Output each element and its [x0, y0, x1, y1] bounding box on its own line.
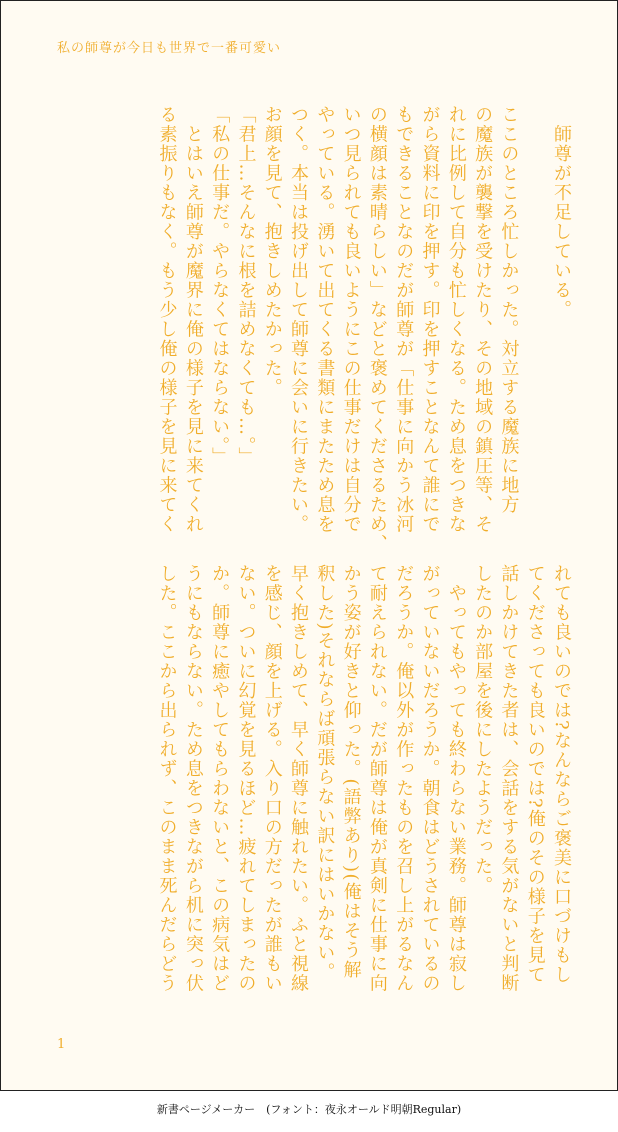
- text-column: 師尊が不足している。: [551, 105, 572, 320]
- text-column: れに比例して自分も忙しくなる。ため息をつきな: [445, 105, 467, 534]
- text-column: もできることなのだが師尊が「仕事に向かう冰河: [393, 105, 415, 534]
- text-block-bottom: [153, 564, 574, 993]
- text-column: とはいえ師尊が魔界に俺の様子を見に来てくれ: [182, 105, 204, 534]
- text-column: したのか部屋を後にしたようだった。: [472, 564, 494, 896]
- text-column: ここのところ忙しかった。対立する魔族に地方: [498, 105, 520, 515]
- text-column: がら資料に印を押す。印を押すことなんて誰にで: [419, 105, 441, 534]
- text-column: やっている。湧いて出てくる書類にまたため息を: [314, 105, 336, 534]
- text-column: だろうか。俺以外が作ったものを召し上がるなん: [393, 564, 415, 993]
- page-number: 1: [57, 1037, 66, 1052]
- text-column: れても良いのでは?なんならご褒美に口づけもし: [551, 564, 572, 985]
- text-column: がっていないだろうか。朝食はどうされているの: [419, 564, 441, 993]
- text-column: つく。本当は投げ出して師尊に会いに行きたい。: [288, 105, 310, 534]
- text-column: の魔族が襲撃を受けたり、その地域の鎮圧等、そ: [472, 105, 494, 534]
- text-column: お顔を見て、抱きしめたかった。: [261, 105, 283, 398]
- text-column: 「私の仕事だ。やらなくてはならない。」: [209, 105, 231, 467]
- text-column: うにもならない。ため息をつきながら机に突っ伏: [182, 564, 204, 993]
- text-column: か。師尊に癒やしてもらわないと、この病気はど: [209, 564, 231, 993]
- text-column: やってもやっても終わらない業務。師尊は寂し: [445, 564, 467, 993]
- text-column: [521, 105, 547, 525]
- text-column: した。ここから出られず、このまま死んだらどう: [156, 564, 178, 993]
- text-column: かう姿が好きと仰った。(語弊あり)(俺はそう解: [340, 564, 362, 980]
- text-column: てくださっても良いのでは?俺のその様子を見て: [524, 564, 546, 985]
- text-column: て耐えられない。だが師尊は俺が真剣に仕事に向: [366, 564, 388, 993]
- text-column: ない。ついに幻覚を見るほど…疲れてしまったの: [235, 564, 257, 993]
- text-block-top: [153, 105, 574, 554]
- footer-caption: 新書ページメーカー (フォント：夜永オールド明朝Regular): [156, 1103, 462, 1116]
- text-column: いつ見られても良いようにこの仕事だけは自分で: [340, 105, 362, 534]
- text-column: る素振りもなく。もう少し俺の様子を見に来てく: [156, 105, 178, 534]
- text-column: の横顔は素晴らしい」などと褒めてくださるため、: [366, 105, 388, 554]
- text-column: 話しかけてきた者は、会話をする気がないと判断: [498, 564, 520, 993]
- text-column: を感じ、顔を上げる。入り口の方だったが誰もい: [261, 564, 283, 993]
- text-column: 「君上…そんなに根を詰めなくても…。」: [235, 105, 257, 467]
- text-column: 釈した)それならば頑張らない訳にはいかない。: [314, 564, 336, 983]
- text-column: 早く抱きしめて、早く師尊に触れたい。ふと視線: [288, 564, 310, 993]
- running-header-title: 私の師尊が今日も世界で一番可愛い: [57, 41, 282, 56]
